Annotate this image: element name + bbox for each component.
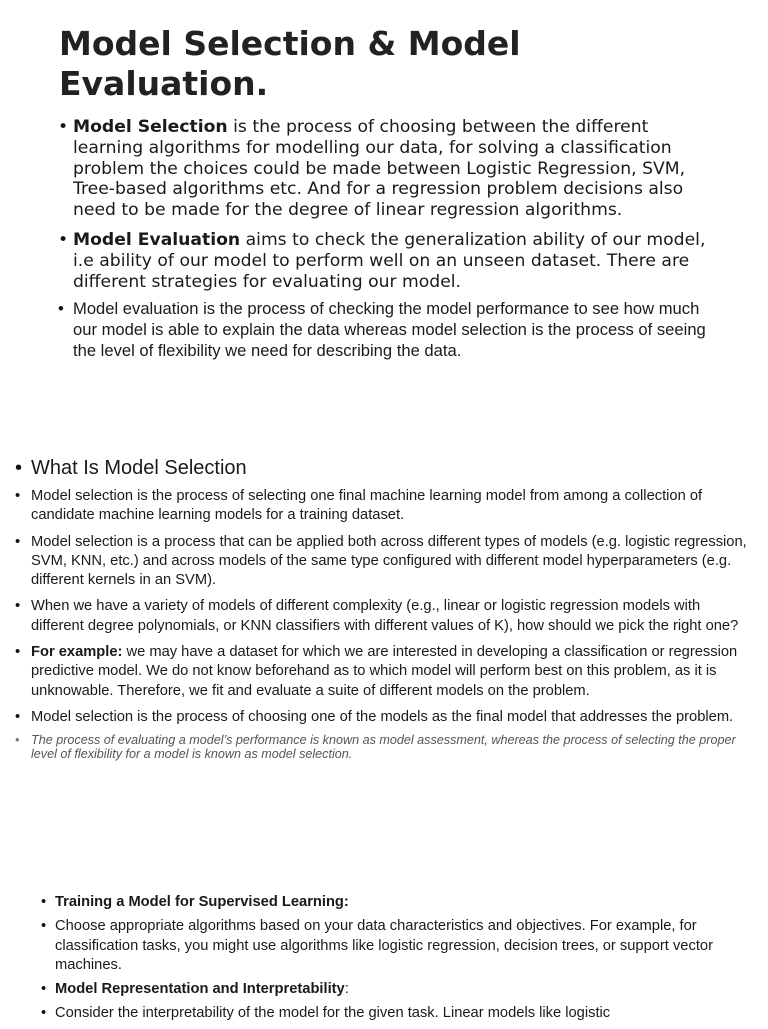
list-item-text: Model selection is a process that can be applied both across different types of models (e.g. logistic regression, SVM, KNN, etc.) and across models of the same type configured with different model hyperparameters (e.g. different kernels in an SVM).: [31, 533, 747, 589]
bullet-marker: •: [41, 894, 47, 910]
bullet-marker: •: [15, 644, 21, 661]
bullet-marker: •: [15, 457, 23, 479]
example-text: we may have a dataset for which we are interested in developing a classification or regression predictive model. We do not know beforehand as to which model will perform best on this problem, as it is unknowable. Therefore, we fit and evaluate a suite of different models on the problem.: [31, 644, 738, 699]
bullet-marker: •: [15, 598, 21, 615]
list-item-text: Choose appropriate algorithms based on your data characteristics and objectives. For example, for classification tasks, you might use algorithms like logistic regression, decision trees, or support vector machines.: [55, 918, 713, 973]
example-label: For example:: [31, 644, 123, 661]
bullet-marker: •: [41, 918, 47, 935]
list-item-text: Model selection is the process of choosing one of the models as the final model that addresses the problem.: [31, 708, 734, 725]
bullet-marker: •: [15, 733, 20, 748]
list-item-note: [15, 733, 755, 761]
bullet-marker: •: [15, 708, 21, 725]
list-item-model-selection: [58, 117, 723, 221]
definition-model-selection: is the process of choosing between the different learning algorithms for modelling our data, for solving a classification problem the choices could be made between Logistic Regression, SVM, Tree-based algorithms etc. And for a regression problem decisions also need to be made for the degree of linear regression algorithms.: [73, 117, 686, 221]
bullet-marker: •: [58, 229, 69, 250]
bullet-marker: •: [41, 1005, 47, 1022]
list-item-text: Consider the interpretability of the model for the given task. Linear models like logistic: [55, 1005, 611, 1022]
bullet-marker: •: [15, 488, 21, 504]
definition-model-evaluation: aims to check the generalization ability of our model, i.e ability of our model to perform well on an unseen dataset. There are different strategies for evaluating our model.: [73, 229, 706, 292]
term-model-selection: Model Selection: [73, 117, 228, 137]
list-item-heading-representation: [41, 980, 715, 999]
bullet-marker: •: [58, 117, 69, 137]
list-item: [41, 917, 715, 975]
list-item-text: Model selection is the process of selecting one final machine learning model from among a collection of candidate machine learning models for a training dataset.: [31, 488, 703, 524]
list-item: [15, 597, 755, 636]
list-item-heading-training: [41, 893, 715, 912]
list-item: [41, 1004, 715, 1023]
subheading-training: Training a Model for Supervised Learning:: [55, 894, 349, 910]
list-item-example: [15, 643, 755, 701]
section-heading-text: What Is Model Selection: [31, 457, 247, 479]
subheading-representation: Model Representation and Interpretability: [55, 981, 345, 998]
intro-bullet-list: [58, 117, 723, 361]
bullet-marker: •: [15, 533, 21, 550]
subheading-suffix: :: [344, 981, 349, 998]
list-item-comparison: [58, 299, 723, 361]
list-item: [15, 533, 755, 591]
section-heading-what-is-model-selection: [15, 456, 247, 480]
list-item-text: When we have a variety of models of different complexity (e.g., linear or logistic regression models with different degree polynomials, or KNN classifiers with different values of K), how should we pick the right one?: [31, 598, 739, 634]
model-selection-bullet-list: [15, 487, 755, 768]
bullet-marker: •: [58, 299, 64, 319]
term-model-evaluation: Model Evaluation: [73, 229, 241, 250]
comparison-text: Model evaluation is the process of checking the model performance to see how much our model is able to explain the data whereas model selection is the process of seeing the level of flexibility we need for describing the data.: [73, 299, 706, 360]
supervised-learning-bullet-list: [41, 893, 715, 1029]
list-item: [15, 487, 755, 526]
list-item: [15, 708, 755, 727]
bullet-marker: •: [41, 981, 47, 998]
page-title: Model Selection & Model Evaluation.: [59, 24, 521, 103]
note-text: The process of evaluating a model’s performance is known as model assessment, whereas the process of selecting the proper level of flexibility for a model is known as model selection.: [31, 733, 736, 761]
list-item-model-evaluation: [58, 229, 723, 292]
